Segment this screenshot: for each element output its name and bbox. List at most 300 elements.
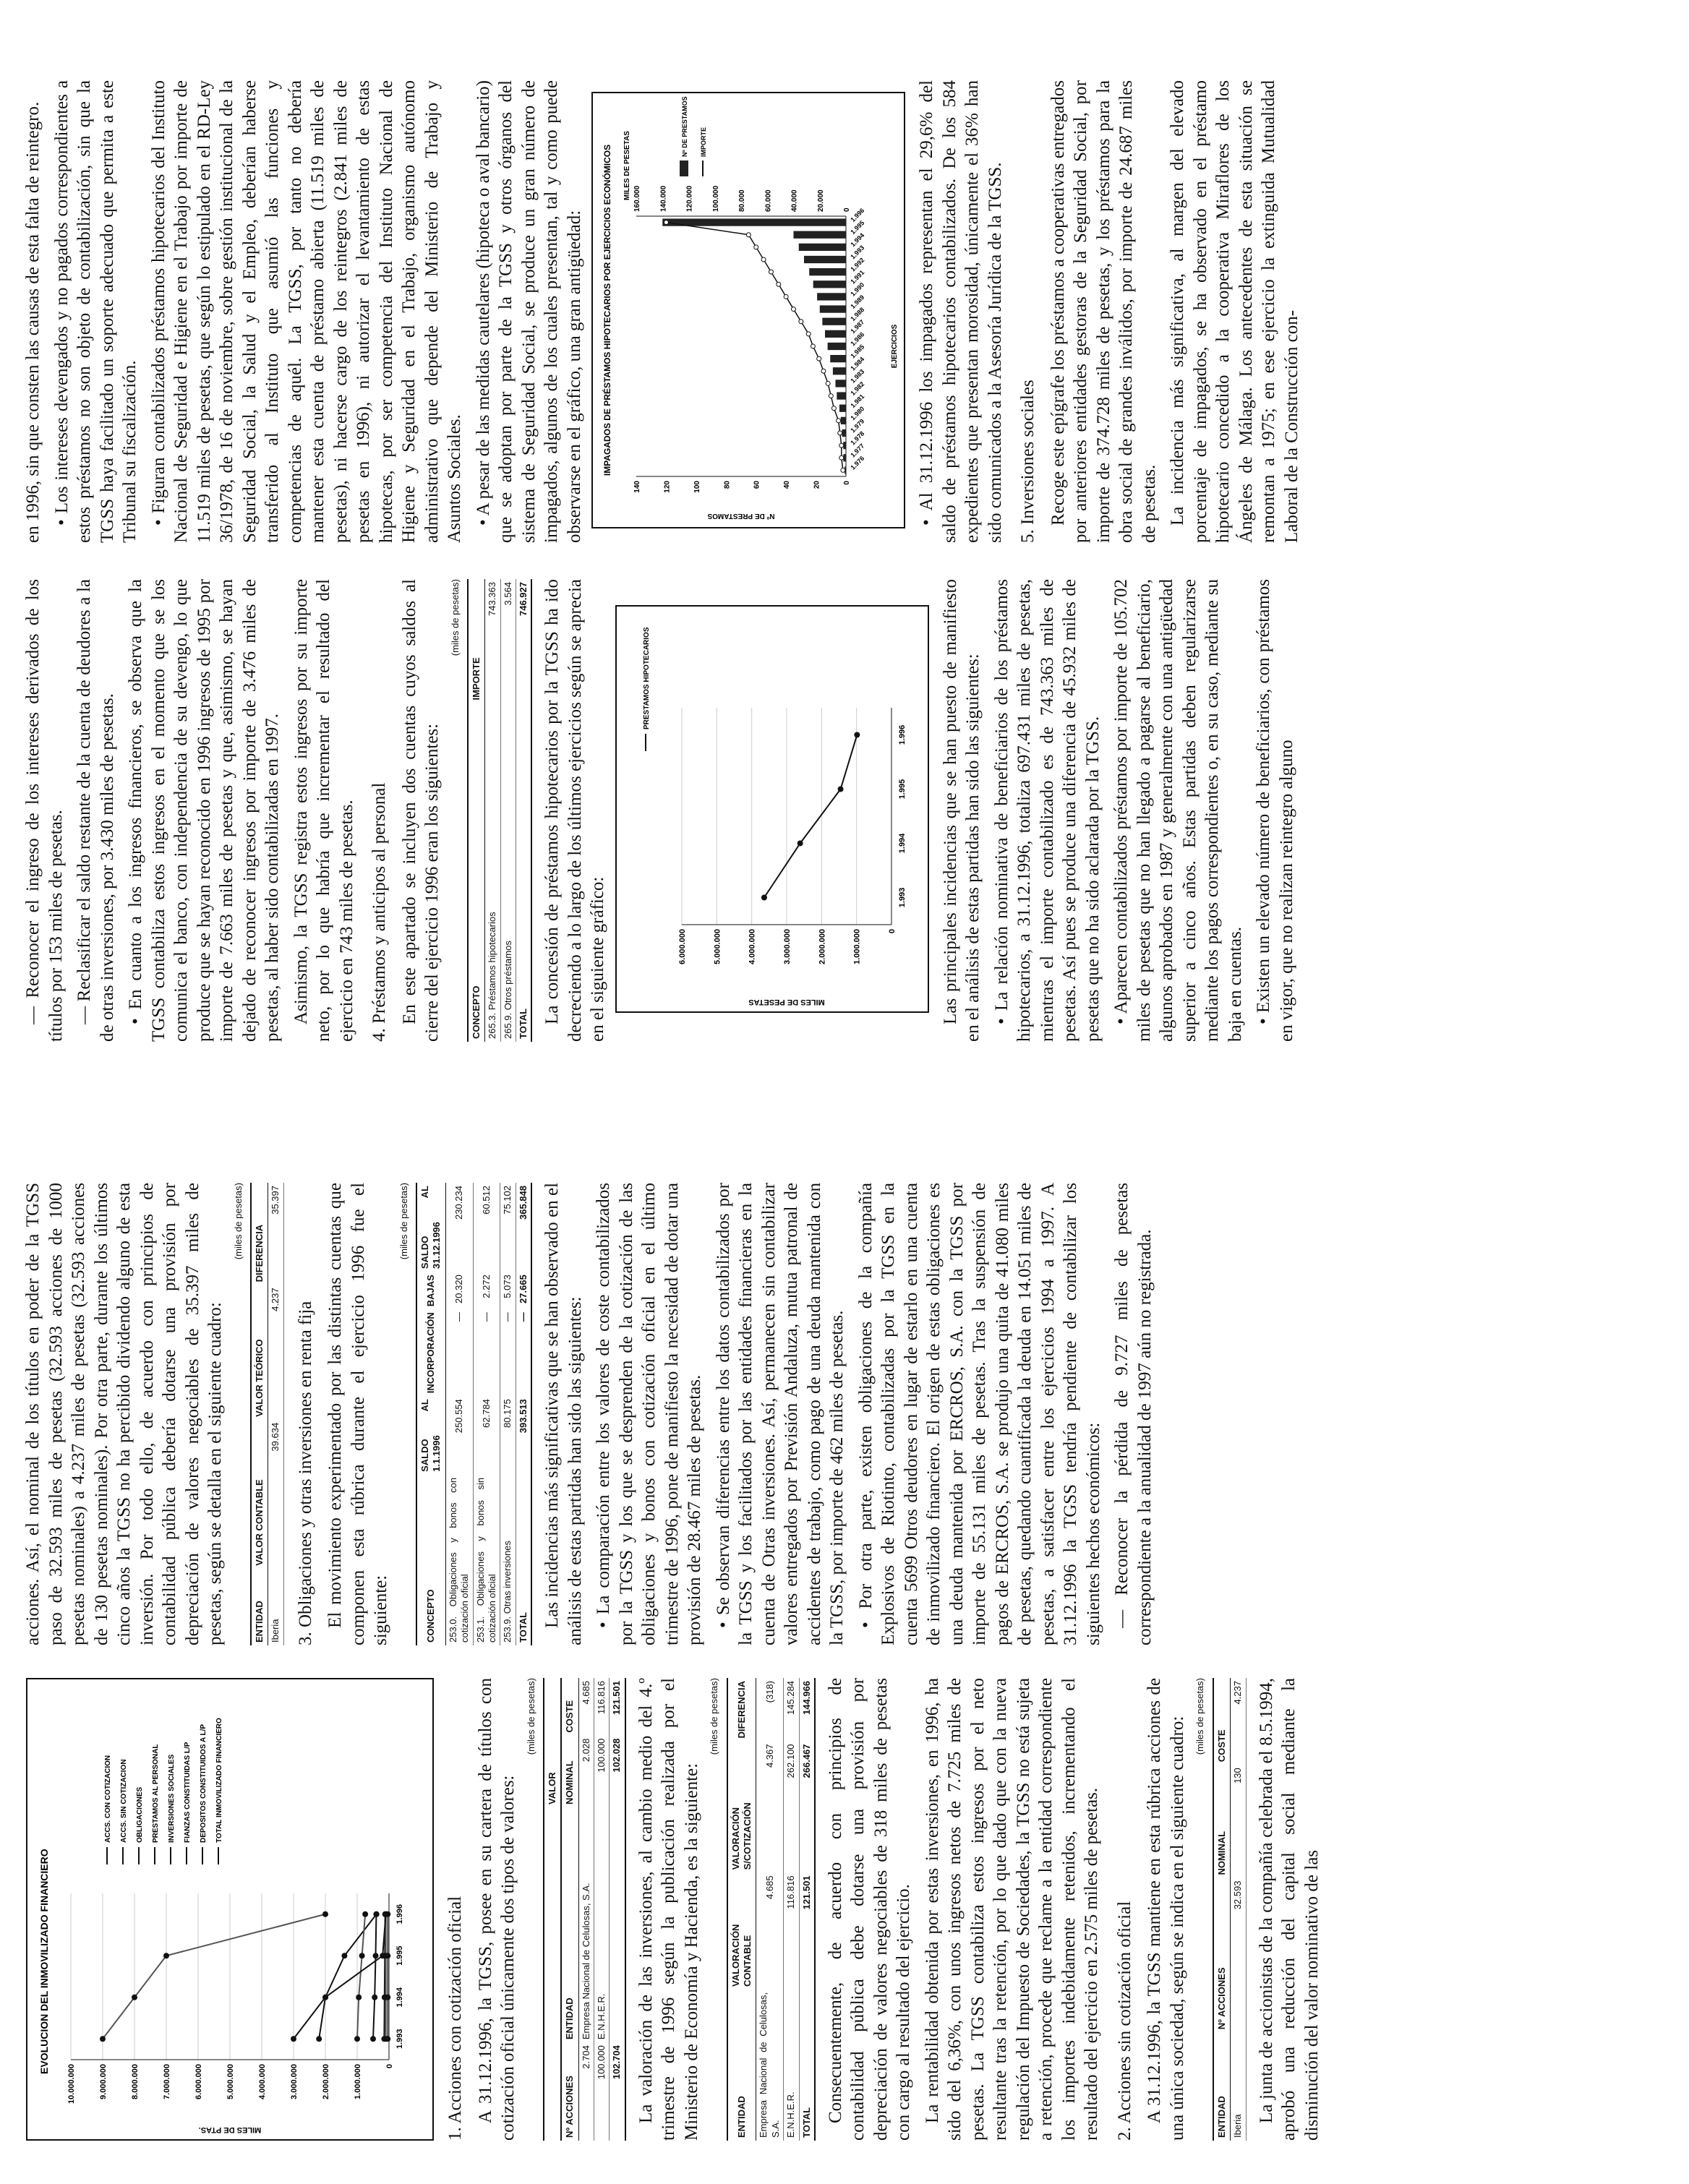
chart-title: IMPAGADOS DE PRÉSTAMOS HIPOTECARIOS POR EJERCICIOS ECONÓMICOS [602, 144, 612, 476]
y-tick-label: 140 [633, 481, 641, 493]
bar [841, 417, 846, 424]
data-point [826, 381, 830, 385]
x-tick-label: 1.988 [849, 306, 866, 323]
y-tick-label: 8.000.000 [131, 2064, 140, 2099]
table-cell: 5.073 [500, 1272, 516, 1309]
table-header-cell: SALDO AL 1.1.1996 [416, 1396, 445, 1475]
bullet-paragraph: • Figuran contabilizados préstamos hipotecarios del Instituto Nacional de Seguridad e Higiene en el Trabajo por importe de 11.519 miles de pesetas, que según lo estipulado en el RD-Ley 36/1978, de 16 de noviembre, sobre gestión institucional de la Seguridad Social, la Salud y el Empleo, deberían haberse transferido al Instituto que asumió las funciones y competencias de aquél. La TGSS, por tanto no debería mantener esta cuenta de préstamo abierta (11.519 miles de pesetas), ni hacerse cargo de los reintegros (2.841 miles de pesetas en 1996), ni autorizar el levantamiento de estas hipotecas, por ser competencia del Instituto Nacional de Higiene y Seguridad en el Trabajo, organismo autónomo administrativo que depende del Ministerio de Trabajo y Asuntos Sociales. [148, 80, 464, 543]
data-point [839, 443, 844, 447]
y-tick-label: 3.000.000 [782, 929, 792, 964]
y2-tick-label: 60.000 [764, 189, 773, 212]
x-tick-label: 1.983 [849, 367, 866, 385]
paragraph: Asimismo, la TGSS registra estos ingresos por su importe neto, por lo que habría que incrementar el resultado del ejercicio en 743 miles de pesetas. [291, 579, 356, 1042]
table-cell: 3.564 [500, 579, 516, 703]
data-point [841, 468, 845, 472]
table-cell: 262.100 [784, 1741, 799, 1872]
table-units: (miles de pesetas) [398, 1183, 409, 1260]
table-header-cell: CONCEPTO [416, 1475, 445, 1645]
table-header-cell: COSTE [561, 1678, 578, 1736]
table-header-cell: IMPORTE [468, 579, 485, 703]
table-cell: 4.237 [1231, 1678, 1246, 1765]
table-header-cell: ENTIDAD [1213, 2032, 1231, 2141]
section-heading: 4. Préstamos y anticipos al personal [369, 782, 389, 1042]
y2-axis-label: MILES DE PESETAS [623, 131, 631, 200]
x-tick-label: 1.985 [849, 343, 866, 360]
acciones-cotizacion-table [543, 1678, 626, 2141]
obligaciones-table [416, 1183, 532, 1645]
x-tick-label: 1.976 [849, 454, 866, 471]
table-row [594, 1678, 610, 2141]
data-point [817, 356, 821, 361]
y-tick-label: 4.000.000 [258, 2064, 267, 2099]
y-tick-label: 120 [663, 481, 672, 493]
table-header-cell: VALOR TEÓRICO [251, 1285, 268, 1419]
bullet-paragraph: • La relación nominativa de beneficiarios de los préstamos hipotecarios, a 31.12.1996, totaliza 697.431 miles de pesetas, mientras el importe contabilizado es de 743.363 miles de pesetas. Así pues se produce una diferencia de 45.932 miles de pesetas que no ha sido aclarada por la TGSS. [991, 579, 1103, 1042]
bar [828, 343, 846, 350]
table-cell: 250.554 [445, 1396, 473, 1475]
table-cell: Iberia [268, 1569, 283, 1645]
legend-label: ACCS. SIN COTIZACION [120, 1759, 128, 1843]
y-tick-label: 5.000.000 [713, 929, 722, 964]
data-point [383, 1995, 389, 2000]
data-point [806, 332, 811, 336]
paragraph: La valoración de las inversiones, al cambio medio del 4.º trimestre de 1996 según la publicación realizada por el Ministerio de Economía y Hacienda, es la siguiente: [636, 1678, 701, 2141]
table-cell: (318) [756, 1678, 784, 1741]
data-point [837, 787, 843, 792]
x-tick-label: 1.980 [849, 405, 866, 422]
y-axis-label: MILES DE PESETAS [748, 998, 825, 1006]
legend-label: DEPOSITOS CONSTITUIDOS A L/P [200, 1723, 208, 1843]
data-point [380, 1953, 385, 1958]
y-tick-label: 4.000.000 [748, 929, 757, 964]
y2-tick-label: 40.000 [790, 189, 799, 212]
bar [836, 380, 847, 387]
table-group-row [544, 1678, 561, 2141]
y2-tick-label: 20.000 [816, 189, 825, 212]
legend-label: FIANZAS CONSTITUIDAS L/P [184, 1742, 192, 1843]
table-header-row [251, 1183, 268, 1645]
table-header-cell: BAJAS [416, 1272, 445, 1309]
legend-label: Nº DE PRESTAMOS [681, 96, 688, 157]
bullet-paragraph: • Los intereses devengados y no pagados correspondientes a estos préstamos no son objeto de contabilización, sin que la TGSS haya facilitado un soporte adecuado que permita a este Tribunal su fiscalización. [51, 80, 140, 543]
table-total-cell: 393.513 [516, 1396, 531, 1475]
bar [833, 367, 846, 374]
table-total-cell: — [516, 1309, 531, 1396]
x-tick-label: 1.996 [849, 206, 866, 223]
dash-paragraph: — Reconocer el ingreso de los intereses derivados de los títulos por 153 miles de pesetas. [23, 579, 66, 1042]
y-tick-label: 9.000.000 [99, 2064, 108, 2099]
paragraph: Recoge este epígrafe los préstamos a cooperativas entregados por anteriores entidades gestoras de la Seguridad Social, por importe de 374.728 miles de pesetas, y los préstamos para la obra social de grandes inválidos, por importe de 24.687 miles de pesetas. [1048, 80, 1159, 543]
table-total-row [516, 1183, 531, 1645]
bar [804, 256, 846, 263]
data-point [829, 394, 833, 398]
bullet-paragraph: • Existen un elevado número de beneficiarios, con préstamos en vigor, que no realizan reintegro alguno [1254, 579, 1296, 1042]
table-cell: 100.000 [594, 1736, 610, 1807]
paragraph: El movimiento experimentado por las distintas cuentas que componen esta rúbrica durante el ejercicio 1996 fue el siguiente: [325, 1183, 391, 1645]
bar [822, 318, 846, 325]
table-header-cell: DIFERENCIA [251, 1183, 268, 1285]
data-point [354, 2036, 360, 2042]
table-units: (miles de pesetas) [1194, 1678, 1206, 1755]
table-cell: 4.685 [756, 1872, 784, 1990]
table-header-cell: COSTE [1213, 1678, 1231, 1765]
y-tick-label: 1.000.000 [354, 2064, 362, 2099]
table-total-cell: 102.028 [610, 1736, 625, 1807]
table-header-cell: ENTIDAD [251, 1569, 268, 1645]
x-tick-label: 1.989 [849, 293, 866, 310]
x-axis-label: EJERCICIOS [891, 324, 899, 369]
table-cell: 265.9. Otros préstamos [500, 703, 516, 1042]
data-point [356, 1995, 362, 2000]
table-header-cell: NOMINAL [561, 1736, 578, 1807]
x-tick-label: 1.994 [849, 231, 866, 249]
legend-label: IMPORTE [700, 127, 707, 157]
paragraph: La incidencia más significativa, al margen del elevado porcentaje de impagados, se ha observado en el préstamo hipotecario concedido a la cooperativa Miraflores de los Ángeles de Málaga. Los antecedentes de esta situación se remontan a 1975; en ese ejercicio la extinguida Mutualidad Laboral de la Construcción con- [1168, 80, 1301, 543]
legend-label: PRESTAMOS HIPOTECARIOS [642, 627, 651, 729]
data-point [821, 369, 826, 373]
series-line [103, 1914, 325, 2039]
dash-paragraph: — Reconocer la pérdida de 9.727 miles de pesetas correspondiente a la anualidad de 1997 aún no registrada. [1112, 1183, 1155, 1645]
paragraph: acciones. Así, el nominal de los títulos en poder de la TGSS paso de 32.593 miles de pesetas (32.593 acciones de 1000 pesetas nominales) a 4.237 miles de pesetas (32.593 acciones de 130 pesetas nominales). Por otra parte, durante los últimos cinco años la TGSS no ha percibido dividendo alguno de esta inversión. Por todo ello, de acuerdo con principios de contabilidad pública debería dotarse una provisión por depreciación de valores negociables de 35.397 miles de pesetas, según se detalla en el siguiente cuadro: [23, 1183, 225, 1645]
x-tick-label: 1.979 [849, 417, 866, 434]
table-cell: E.N.H.E.R. [594, 1807, 610, 2042]
table-row [445, 1183, 473, 1645]
table-total-cell: 144.966 [799, 1678, 815, 1741]
paragraph: Consecuentemente, de acuerdo con principios de contabilidad pública debe dotarse una provisión por depreciación de valores negociables de 318 miles de pesetas con cargo al resultado del ejercicio. [825, 1678, 914, 2141]
x-tick-label: 1.995 [897, 779, 907, 800]
data-point [370, 2036, 376, 2042]
table-total-row [799, 1678, 815, 2141]
legend-label: PRESTAMOS AL PERSONAL [152, 1744, 160, 1843]
y-tick-label: 2.000.000 [322, 2064, 330, 2099]
bar [809, 268, 846, 275]
data-point [761, 257, 766, 262]
table-cell: 62.784 [473, 1396, 500, 1475]
y-tick-label: 5.000.000 [226, 2064, 235, 2099]
y-tick-label: 100 [693, 481, 701, 493]
x-tick-label: 1.981 [849, 393, 866, 410]
table-units: (miles de pesetas) [449, 579, 461, 656]
bar [830, 355, 846, 362]
table-total-cell [610, 1807, 625, 2042]
bullet-paragraph: • Al 31.12.1996 los impagados representan el 29,6% del saldo de préstamos hipotecarios contabilizados. De los 584 expedientes que presentan morosidad, únicamente el 36% han sido comunicados a la Asesoría Jurídica de la TGSS. [917, 80, 1005, 543]
paragraph: A 31.12.1996, la TGSS, posee en su cartera de títulos con cotización oficial únicamente dos tipos de valores: [475, 1678, 518, 2141]
x-tick-label: 1.987 [849, 318, 866, 335]
data-point [316, 2036, 322, 2042]
x-tick-label: 1.993 [395, 2029, 404, 2050]
y-tick-label: 20 [813, 481, 821, 489]
inmovilizado-chart-svg [27, 1679, 432, 2139]
data-point [383, 1911, 389, 1917]
table-row [500, 579, 516, 1042]
table-cell: 100.000 [594, 2042, 610, 2141]
data-point [838, 431, 842, 435]
data-point [372, 1995, 377, 2000]
table-cell: — [445, 1309, 473, 1396]
data-point [132, 1995, 137, 2000]
y2-tick-label: 140.000 [659, 185, 668, 212]
data-point [854, 732, 860, 738]
y-tick-label: 0 [887, 929, 897, 934]
section-heading: 1. Acciones con cotización oficial [445, 1896, 465, 2141]
bullet-paragraph: • Aparecen contabilizados préstamos por importe de 105.702 miles de pesetas que no han llegado a pagarse al beneficiario, algunos aprobados en 1987 y generalmente con una antigüedad superior a cinco años. Estas partidas deben regularizarse mediante los pagos correspondientes o, en su caso, mediante su baja en cuentas. [1111, 579, 1245, 1042]
bar [817, 293, 846, 300]
data-point [100, 2036, 106, 2042]
table-cell: Iberia [1231, 2032, 1246, 2141]
data-point [664, 220, 668, 225]
data-point [837, 419, 841, 423]
x-tick-label: 1.991 [849, 268, 866, 286]
table-header-cell: VALORACIÓN S/COTIZACIÓN [727, 1741, 756, 1872]
table-cell: 2.272 [473, 1272, 500, 1309]
bar [837, 392, 846, 399]
table-cell: 743.363 [485, 579, 500, 703]
right-column-2 [22, 80, 1670, 543]
table-cell: 39.634 [268, 1420, 283, 1569]
data-point [777, 282, 781, 286]
table-total-cell: 266.467 [799, 1741, 815, 1872]
table-header-cell: DIFERENCIA [727, 1678, 756, 1741]
x-tick-label: 1.982 [849, 380, 866, 397]
y2-tick-label: 100.000 [711, 185, 720, 212]
table-units: (miles de pesetas) [232, 1183, 244, 1260]
paragraph: La junta de accionistas de la compañía celebrada el 8.5.1994, aprobó una reducción del capital social mediante la disminución del valor nominativo de las [1256, 1678, 1322, 2141]
table-header-cell: INCORPORACIÓN [416, 1309, 445, 1396]
table-row [473, 1183, 500, 1645]
data-point [373, 1953, 379, 1958]
x-tick-label: 1.986 [849, 330, 866, 348]
data-point [359, 1953, 365, 1958]
table-total-cell: 746.927 [516, 579, 532, 703]
section-heading: 3. Obligaciones y otras inversiones en renta fija [295, 1301, 315, 1645]
table-header-cell: Nº ACCIONES [561, 2042, 578, 2141]
series-line [294, 1914, 386, 2039]
left-column-2 [22, 1183, 1670, 1645]
acciones-sin-cotizacion-table [1213, 1678, 1247, 2141]
paragraph: A 31.12.1996, la TGSS mantiene en esta rúbrica acciones de una única sociedad, según se indica en el siguiente cuadro: [1145, 1678, 1187, 2141]
bar [799, 244, 846, 251]
y-tick-label: 80 [723, 481, 732, 489]
data-point [373, 1911, 379, 1917]
bar [842, 429, 846, 437]
data-point [769, 270, 773, 274]
data-point [746, 233, 751, 237]
table-cell: 253.1. Obligaciones y bonos sin cotización oficial [473, 1475, 500, 1645]
table-header-cell: CONCEPTO [468, 703, 485, 1042]
y-tick-label: 1.000.000 [852, 929, 862, 964]
table-cell: 116.816 [594, 1678, 610, 1736]
table-row [485, 579, 500, 1042]
table-cell: 253.9. Otras inversiones [500, 1475, 516, 1645]
bar [825, 330, 846, 338]
table-cell: 4.685 [578, 1678, 594, 1736]
data-point [798, 841, 803, 847]
table-cell: 253.0. Obligaciones y bonos con cotización oficial [445, 1475, 473, 1645]
x-tick-label: 1.993 [849, 244, 866, 261]
y-tick-label: 7.000.000 [163, 2064, 171, 2099]
x-tick-label: 1.978 [849, 429, 866, 447]
table-header-row [468, 579, 485, 1042]
bullet-paragraph: • Se observan diferencias entre los datos contabilizados por la TGSS y los facilitados por las entidades financieras en la cuenta de Otras inversiones. Así, permanecen sin contabilizar valores entregados por Previsión Andaluza, mutua patronal de accidentes de trabajo, como pago de una deuda mantenida con la TGSS, por importe de 462 miles de pesetas. [713, 1183, 847, 1645]
data-point [322, 1995, 328, 2000]
x-tick-label: 1.992 [849, 256, 866, 273]
paragraph: La rentabilidad obtenida por estas inversiones, en 1996, ha sido del 6,36%, con unos ingresos netos de 7.725 miles de pesetas. La TGSS contabiliza estos ingresos por el neto resultante tras la retención, por lo que dado que con la nueva regulación del Impuesto de Sociedades, la TGSS no está sujeta a retención, procede que reclame a la entidad correspondiente los importes indebidamente retenidos, incrementando el resultado del ejercicio en 2.575 miles de pesetas. [922, 1678, 1102, 2141]
table-total-cell: 121.501 [799, 1872, 815, 1990]
table-cell: 2.704 [578, 2042, 594, 2141]
right-column-1 [22, 579, 1670, 1042]
table-header-cell [544, 1807, 561, 2042]
legend-swatch [680, 160, 688, 176]
y-axis-label: Nº DE PRESTAMOS [707, 512, 775, 520]
series-line [319, 1914, 376, 2039]
paragraph: en 1996, sin que consten las causas de esta falta de reintegro. [23, 101, 43, 543]
y2-tick-label: 80.000 [738, 189, 746, 212]
y2-tick-label: 0 [843, 207, 851, 212]
table-cell: E.N.H.E.R. [784, 1990, 799, 2141]
left-spread [0, 1092, 1689, 2184]
legend-label: TOTAL INMOVILIZADO FINANCIERO [215, 1718, 223, 1843]
provision-iberia-table [250, 1183, 284, 1645]
table-row [1231, 1678, 1246, 2141]
paragraph: Las incidencias más significativas que se han observado en el análisis de estas partidas han sido las siguientes: [542, 1183, 585, 1645]
table-row [268, 1183, 283, 1645]
x-tick-label: 1.994 [897, 833, 907, 854]
data-point [163, 1953, 169, 1958]
y2-tick-label: 120.000 [685, 185, 694, 212]
series-line [373, 1914, 376, 2039]
table-cell: 80.175 [500, 1396, 516, 1475]
table-units: (miles de pesetas) [709, 1678, 720, 1755]
table-header-cell: ENTIDAD [561, 1807, 578, 2042]
table-units: (miles de pesetas) [525, 1678, 536, 1755]
x-tick-label: 1.995 [395, 1945, 404, 1966]
bar [839, 405, 846, 412]
y-tick-label: 6.000.000 [677, 929, 687, 964]
table-header-row [416, 1183, 445, 1645]
table-cell: 60.512 [473, 1183, 500, 1272]
table-row [784, 1678, 799, 2141]
x-tick-label: 1.990 [849, 281, 866, 298]
table-cell: — [473, 1309, 500, 1396]
prestamos-table [467, 579, 533, 1042]
data-point [383, 2036, 389, 2042]
y-tick-label: 0 [385, 2064, 394, 2069]
y-tick-label: 0 [843, 481, 851, 485]
table-cell: 2.028 [578, 1736, 594, 1807]
bullet-paragraph: • A pesar de las medidas cautelares (hipoteca o aval bancario) que se adoptan por parte de la TGSS y otros órganos del sistema de Seguridad Social, se produce un gran número de impagados, algunos de los cuales presentan, tal y como puede observarse en el gráfico, una gran antigüedad: [473, 80, 584, 543]
paragraph: Las principales incidencias que se han puesto de manifiesto en el análisis de estas partidas han sido las siguientes: [940, 579, 983, 1042]
table-total-row [516, 579, 532, 1042]
y-axis-label: MILES DE PTAS. [198, 2125, 262, 2134]
table-total-cell: TOTAL [516, 1475, 531, 1645]
data-point [831, 406, 836, 411]
x-tick-label: 1.995 [849, 219, 866, 236]
bar [820, 305, 846, 312]
table-row [500, 1183, 516, 1645]
table-total-cell: 27.665 [516, 1272, 531, 1309]
table-cell: 20.320 [445, 1272, 473, 1309]
legend-label: INVERSIONES SOCIALES [168, 1754, 176, 1843]
table-total-cell: 365.848 [516, 1183, 531, 1272]
table-total-cell: 102.704 [610, 2042, 625, 2141]
x-tick-label: 1.994 [395, 1987, 404, 2008]
table-header-cell: ENTIDAD [727, 1990, 756, 2141]
table-group-header: VALOR [544, 1678, 561, 1807]
inmovilizado-chart [26, 1678, 434, 2141]
series-line [764, 735, 857, 898]
data-point [811, 344, 815, 348]
table-header-cell: VALOR CONTABLE [251, 1420, 268, 1569]
x-tick-label: 1.993 [897, 887, 907, 908]
data-point [799, 320, 803, 324]
table-cell: 230.234 [445, 1183, 473, 1272]
right-spread [0, 1, 1689, 1092]
table-row [756, 1678, 784, 2141]
data-point [792, 307, 796, 312]
chart-title: EVOLUCION DEL INMOVILIZADO FINANCIERO [38, 1849, 50, 2074]
left-column-1 [22, 1678, 1670, 2141]
paragraph: En este apartado se incluyen dos cuentas cuyos saldos al cierre del ejercicio 1996 eran los siguientes: [399, 579, 442, 1042]
data-point [754, 245, 758, 249]
impagados-chart [591, 92, 905, 528]
data-point [761, 895, 767, 901]
prestamos-chart [615, 605, 929, 1013]
bullet-paragraph: • En cuanto a los ingresos financieros, se observa que la TGSS contabiliza estos ingresos en el momento que se los comunica el banco, con independencia de su devengo, lo que produce que se hayan reconocido en 1996 ingresos de 1995 por importe de 7.663 miles de pesetas y que, asimismo, se hayan dejado de reconocer ingresos por importe de 3.476 miles de pesetas, al haber sido contabilizadas en 1997. [126, 579, 282, 1042]
table-row [578, 1678, 594, 2141]
x-tick-label: 1.984 [849, 355, 866, 372]
table-header-cell [544, 2042, 561, 2141]
bar [794, 231, 847, 239]
table-cell: Empresa Nacional de Celulosas, S.A. [578, 1807, 594, 2042]
table-cell: 130 [1231, 1765, 1246, 1877]
y-tick-label: 3.000.000 [290, 2064, 299, 2099]
data-point [839, 455, 844, 460]
x-tick-label: 1.996 [897, 724, 907, 745]
y-tick-label: 2.000.000 [818, 929, 827, 964]
table-header-cell: VALORACIÓN CONTABLE [727, 1872, 756, 1990]
y-tick-label: 60 [753, 481, 761, 489]
bullet-paragraph: • Por otra parte, existen obligaciones de la compañía Explosivos de Riotinto, contabilizadas por la TGSS en la cuenta 5699 Otros deudores en lugar de estarlo en una cuenta de inmovilizado financiero. El origen de estas obligaciones es una deuda mantenida por ERCROS, S.A. con la TGSS por importe de 55.131 miles de pesetas. Tras la suspensión de pagos de ERCROS, S.A. se produjo una quita de 41.080 miles de pesetas, quedando cuantificada la deuda en 14.051 miles de pesetas, a satisfacer entre los ejercicios 1994 a 1997. A 31.12.1996 la TGSS tendría pendiente de contabilizar los siguientes hechos económicos: [855, 1183, 1103, 1645]
table-cell: — [500, 1309, 516, 1396]
bullet-paragraph: • La comparación entre los valores de coste contabilizados por la TGSS y los que se desprenden de la cotización de las obligaciones y bonos con cotización oficial en el último trimestre de 1996, pone de manifiesto la necesidad de dotar una provisión de 28.467 miles de pesetas. [594, 1183, 704, 1645]
table-header-cell: SALDO AL 31.12.1996 [416, 1183, 445, 1272]
table-cell: 75.102 [500, 1183, 516, 1272]
table-total-cell: TOTAL [516, 703, 532, 1042]
table-cell: 4.367 [756, 1741, 784, 1872]
y2-tick-label: 160.000 [633, 185, 641, 212]
data-point [341, 1953, 347, 1958]
table-total-row [610, 1678, 625, 2141]
table-total-cell: TOTAL [799, 1990, 815, 2141]
legend-label: OBLIGACIONES [136, 1786, 144, 1843]
table-cell: 116.816 [784, 1872, 799, 1990]
table-cell: 4.237 [268, 1285, 283, 1419]
table-cell: Empresa Nacional de Celulosas, S.A. [756, 1990, 784, 2141]
x-tick-label: 1.977 [849, 442, 866, 459]
y-tick-label: 40 [783, 481, 792, 489]
data-point [291, 2036, 296, 2042]
y-tick-label: 10.000.000 [67, 2064, 76, 2104]
table-cell: 145.284 [784, 1678, 799, 1741]
table-header-row [727, 1678, 756, 2141]
section-heading: 5. Inversiones sociales [1018, 380, 1038, 543]
data-point [362, 1911, 368, 1917]
impagados-chart-svg [593, 93, 904, 527]
y-tick-label: 6.000.000 [194, 2064, 203, 2099]
valoracion-table [727, 1678, 816, 2141]
x-tick-label: 1.996 [395, 1903, 404, 1924]
table-cell: 32.593 [1231, 1878, 1246, 2033]
